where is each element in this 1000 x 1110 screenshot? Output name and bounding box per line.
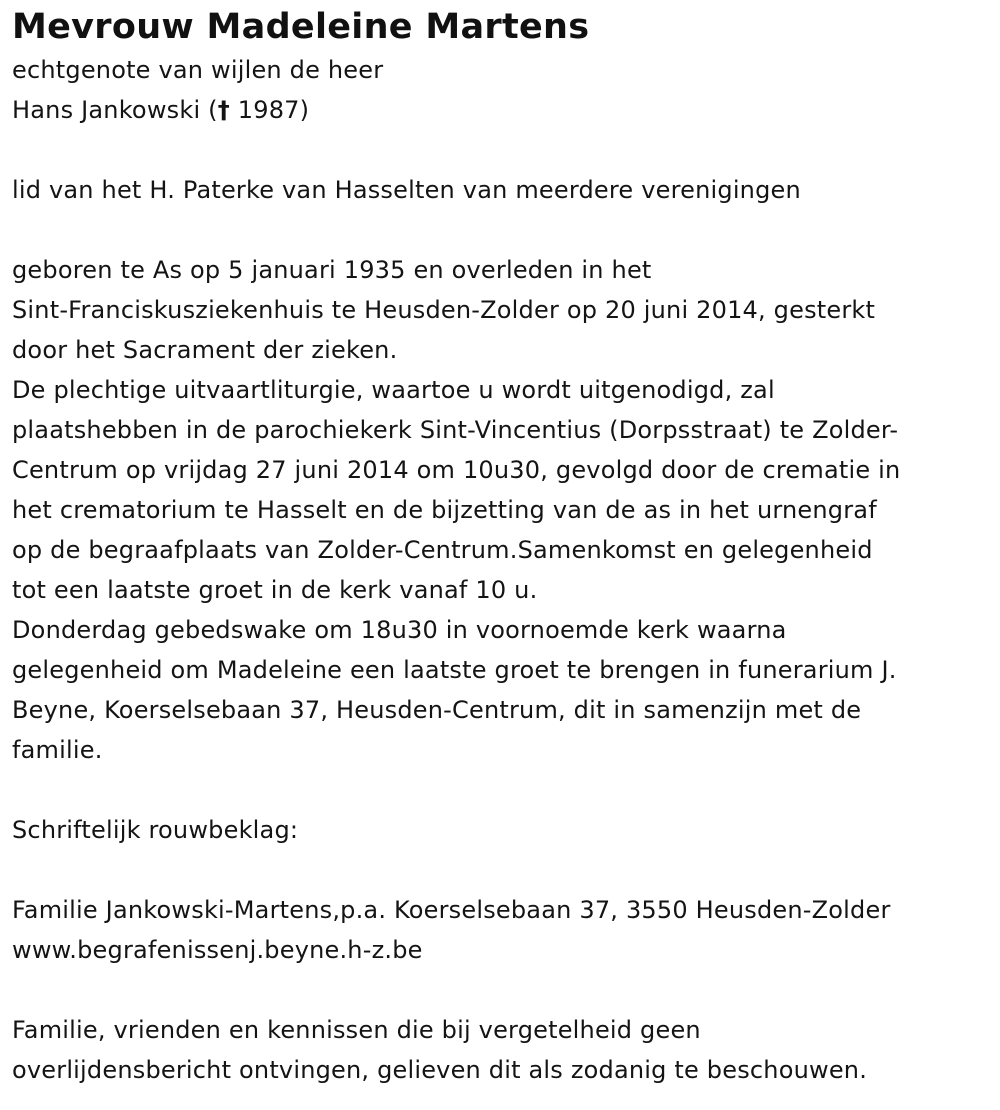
closing-line: Familie, vrienden en kennissen die bij vergetelheid geen bbox=[12, 1016, 701, 1044]
notice-title: Mevrouw Madeleine Martens bbox=[12, 7, 590, 47]
closing-line: overlijdensbericht ontvingen, gelieven dit als zodanig te beschouwen. bbox=[12, 1056, 868, 1084]
body-line: plaatshebben in de parochiekerk Sint-Vincentius (Dorpsstraat) te Zolder- bbox=[12, 416, 899, 444]
spouse-name: Hans Jankowski ( bbox=[12, 96, 218, 124]
spacer bbox=[12, 210, 988, 250]
notice-body bbox=[12, 250, 988, 770]
body-line: gelegenheid om Madeleine een laatste groet te brengen in funerarium J. bbox=[12, 656, 897, 684]
spacer bbox=[12, 770, 988, 810]
body-line: De plechtige uitvaartliturgie, waartoe u wordt uitgenodigd, zal bbox=[12, 376, 775, 404]
body-line: het crematorium te Hasselt en de bijzetting van de as in het urnengraf bbox=[12, 496, 877, 524]
family-address: Familie Jankowski-Martens,p.a. Koerselsebaan 37, 3550 Heusden-Zolder bbox=[12, 896, 891, 924]
body-line: familie. bbox=[12, 736, 103, 764]
body-line: Centrum op vrijdag 27 juni 2014 om 10u30, gevolgd door de crematie in bbox=[12, 456, 901, 484]
spouse-line-2 bbox=[12, 90, 988, 130]
condolence-heading: Schriftelijk rouwbeklag: bbox=[12, 816, 299, 844]
membership-line: lid van het H. Paterke van Hasselten van meerdere verenigingen bbox=[12, 176, 801, 204]
body-line: tot een laatste groet in de kerk vanaf 10 u. bbox=[12, 576, 538, 604]
body-line: Donderdag gebedswake om 18u30 in voornoemde kerk waarna bbox=[12, 616, 787, 644]
body-line: Sint-Franciskusziekenhuis te Heusden-Zolder op 20 juni 2014, gesterkt bbox=[12, 296, 876, 324]
body-line: op de begraafplaats van Zolder-Centrum.Samenkomst en gelegenheid bbox=[12, 536, 873, 564]
spacer bbox=[12, 130, 988, 170]
body-line: geboren te As op 5 januari 1935 en overleden in het bbox=[12, 256, 652, 284]
spacer bbox=[12, 850, 988, 890]
spacer bbox=[12, 970, 988, 1010]
cross-icon: † bbox=[217, 96, 230, 124]
spouse-line-1: echtgenote van wijlen de heer bbox=[12, 56, 384, 84]
website-text: www.begrafenissenj.beyne.h-z.be bbox=[12, 936, 423, 964]
body-line: Beyne, Koerselsebaan 37, Heusden-Centrum, dit in samenzijn met de bbox=[12, 696, 862, 724]
body-line: door het Sacrament der zieken. bbox=[12, 336, 398, 364]
spouse-death-year: 1987) bbox=[229, 96, 310, 124]
